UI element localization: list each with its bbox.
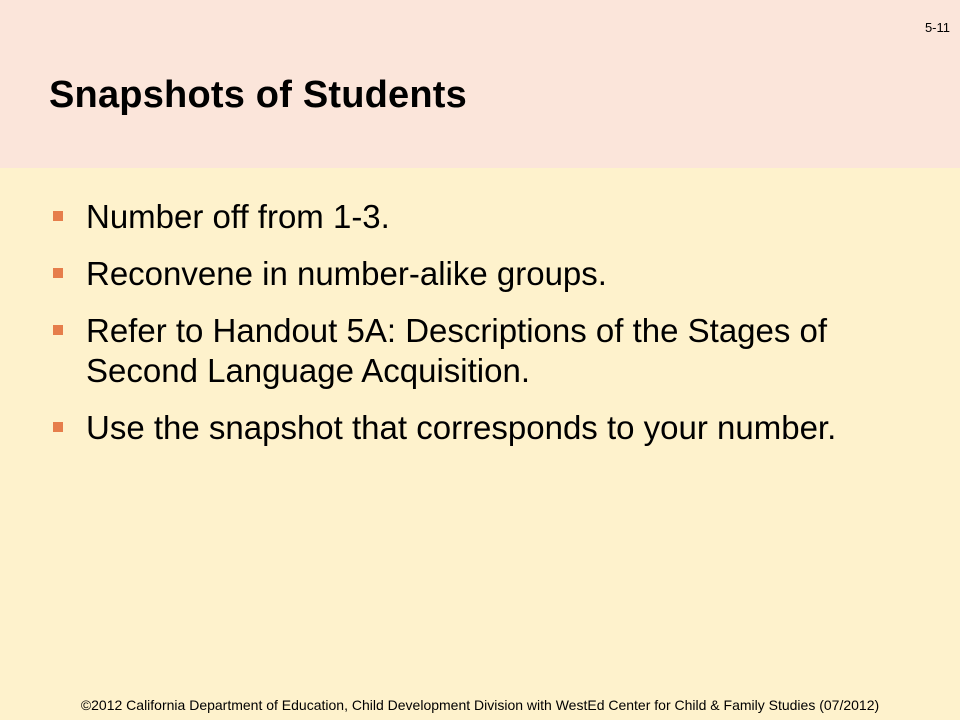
bullet-text: Refer to Handout 5A: Descriptions of the Stages of Second Language Acquisition. <box>86 312 828 389</box>
square-bullet-icon <box>53 211 63 221</box>
square-bullet-icon <box>53 325 63 335</box>
bullet-item <box>49 197 909 237</box>
bullet-list <box>49 197 909 465</box>
bullet-text: Number off from 1-3. <box>86 198 390 235</box>
bullet-item <box>49 408 909 448</box>
bullet-text: Use the snapshot that corresponds to your number. <box>86 409 837 446</box>
bullet-item <box>49 254 909 294</box>
bullet-item <box>49 311 909 391</box>
slide-number: 5-11 <box>924 20 950 35</box>
footer-credit: ©2012 California Department of Education, Child Development Division with WestEd Center for Child & Family Studies (07/2012) <box>80 697 880 713</box>
square-bullet-icon <box>53 422 63 432</box>
square-bullet-icon <box>53 268 63 278</box>
slide-title: Snapshots of Students <box>49 74 467 116</box>
bullet-text: Reconvene in number-alike groups. <box>86 255 607 292</box>
